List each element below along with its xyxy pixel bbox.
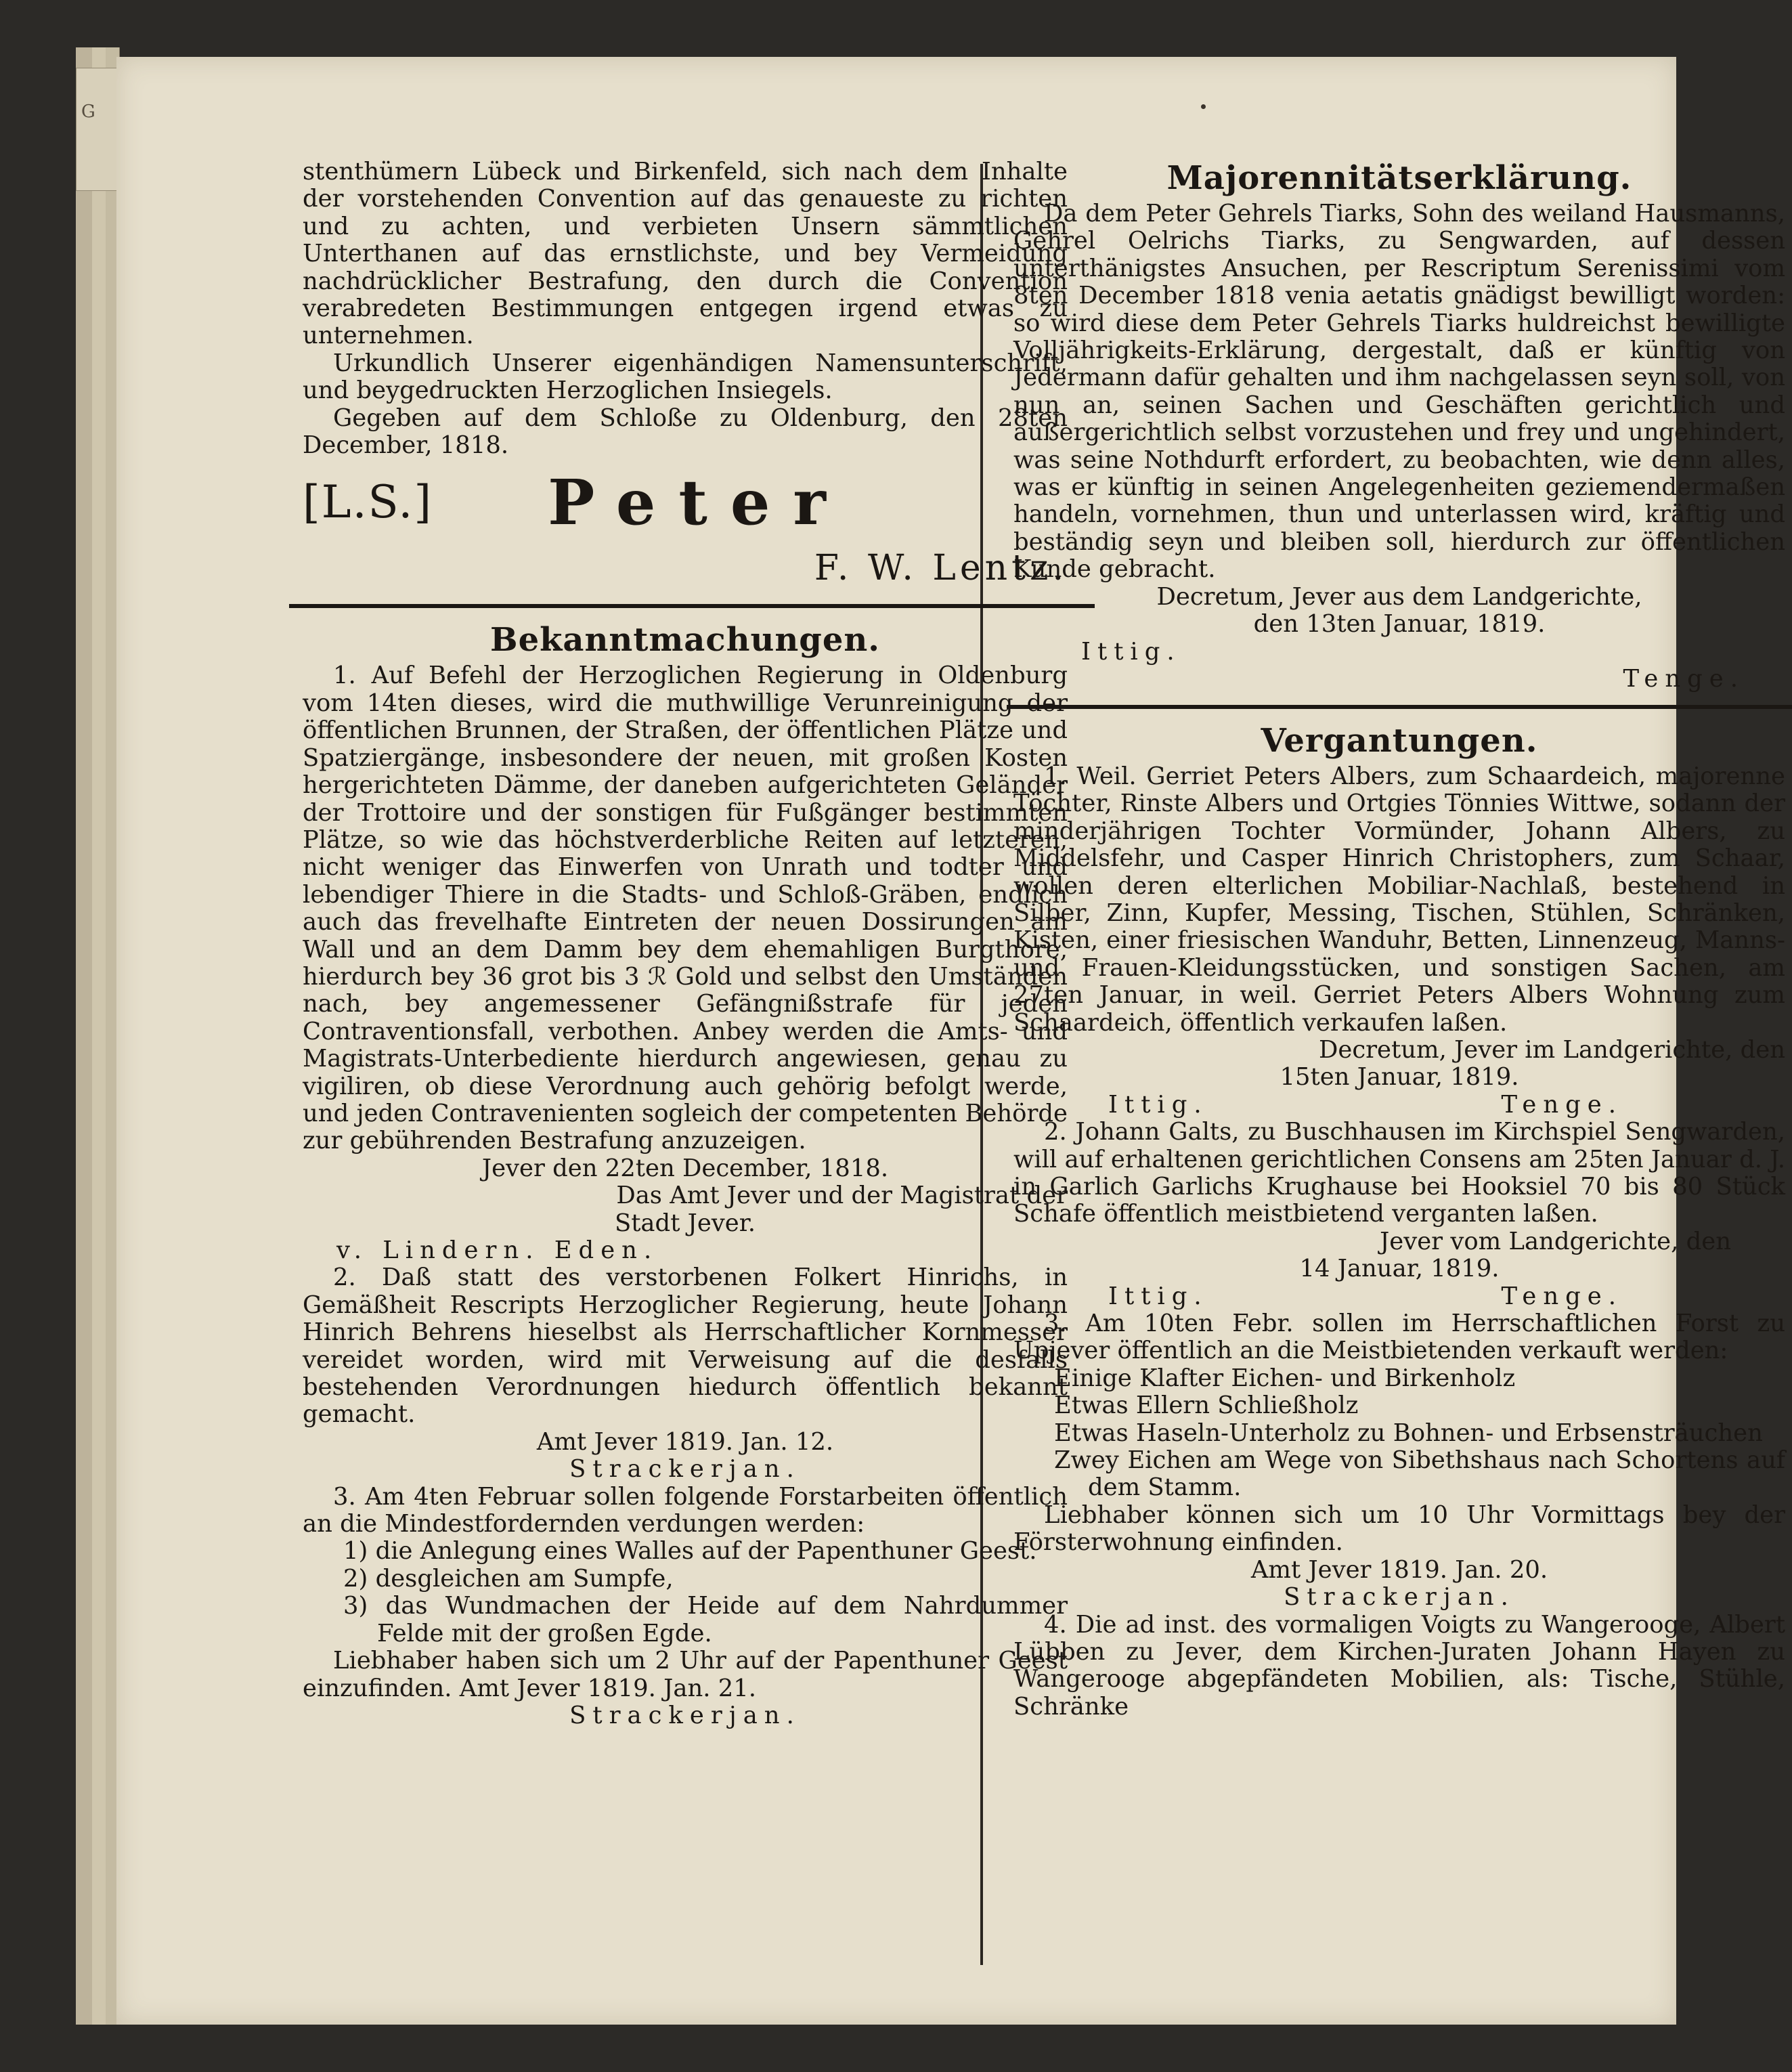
signature: Tenge. xyxy=(1501,1090,1623,1119)
section-heading: Bekanntmachungen. xyxy=(490,621,880,660)
list-item: Einige Klafter Eichen- und Birkenholz xyxy=(1054,1364,1516,1392)
signature-block xyxy=(303,466,1068,540)
signatures-row xyxy=(1013,639,1785,693)
ink-dot xyxy=(1201,104,1206,109)
decree-line: 14 Januar, 1819. xyxy=(1299,1255,1500,1283)
right-column xyxy=(1013,158,1785,1721)
notice-2: 2. Daß statt des verstorbenen Folkert Hinrichs, in Gemäßheit Rescripts Herzoglicher Regierung, heute Johann Hinrich Behrens hieselbst als Herrschaftlicher Kornmesser vereidet worden, wird mit Verweisung auf die desfalls bestehenden Verordnungen hiedurch öffentlich bekannt gemacht. xyxy=(303,1264,1068,1429)
decree-line: den 13ten Januar, 1819. xyxy=(1253,610,1546,639)
auction-1: 1. Weil. Gerriet Peters Albers, zum Schaardeich, majorenne Töchter, Rinste Albers und Ortgies Tönnies Wittwe, sodann der minderjährigen Tochter Vormünder, Johann Albers, zu Middelsfehr, und Casper Hinrich Christophers, zum Schaar, wollen deren elterlichen Mobiliar-Nachlaß, bestehend in Silber, Zinn, Kupfer, Messing, Tischen, Stühlen, Schränken, Kisten, einer friesischen Wanduhr, Betten, Linnenzeug, Manns- und Frauen-Kleidungsstücken, und sonstigen Sachen, am 27ten Januar, in weil. Gerriet Peters Albers Wohnung zum Schaardeich, öffentlich verkaufen laßen. xyxy=(1013,762,1785,1037)
decree-line: Decretum, Jever aus dem Landgerichte, xyxy=(1156,582,1642,611)
signatures-row xyxy=(1013,1092,1785,1119)
signature: Ittig. xyxy=(1108,1282,1208,1310)
signature-name: Peter xyxy=(548,466,849,540)
left-column xyxy=(303,158,1068,1729)
list-item: 1) die Anlegung eines Walles auf der Papenthuner Geest. xyxy=(343,1537,1037,1566)
auction-3: 3. Am 10ten Febr. sollen im Herrschaftlichen Forst zu Upjever öffentlich an die Meistbietenden verkauft werden: xyxy=(1013,1310,1785,1365)
section-rule xyxy=(289,604,1095,608)
auction-4: 4. Die ad inst. des vormaligen Voigts zu Wangerooge, Albert Lübben zu Jever, dem Kirchen-Juraten Johann Hayen zu Wangerooge abgepfändeten Mobilien, als: Tische, Stühle, Schränke xyxy=(1013,1610,1785,1721)
notice-authority: Das Amt Jever und der Magistrat der xyxy=(616,1182,1068,1210)
section-heading: Majorennitätserklärung. xyxy=(1166,159,1632,197)
notice-date: Amt Jever 1819. Jan. 20. xyxy=(1250,1555,1548,1584)
signature: Tenge. xyxy=(1501,1282,1623,1310)
notice-3: 3. Am 4ten Februar sollen folgende Forstarbeiten öffentlich an die Mindestfordernden verdungen werden: xyxy=(303,1482,1068,1538)
notice-date: Jever den 22ten December, 1818. xyxy=(481,1154,889,1182)
previous-sheet-letter: G xyxy=(81,102,95,122)
signature: Tenge. xyxy=(1623,664,1745,693)
paragraph: Liebhaber können sich um 10 Uhr Vormittags bey der Försterwohnung einfinden. xyxy=(1013,1501,1785,1557)
auction-2: 2. Johann Galts, zu Buschhausen im Kirchspiel Sengwarden, will auf erhaltenen gerichtlichen Consens am 25ten Januar d. J. in Garlich Garlichs Krughause bei Hooksiel 70 bis 80 Stück Schafe öffentlich meistbietend verganten laßen. xyxy=(1013,1118,1785,1228)
previous-sheet-fragment xyxy=(76,68,118,191)
signatures-row: v. Lindern. Eden. xyxy=(336,1236,659,1264)
signature: Strackerjan. xyxy=(569,1701,801,1729)
signature: Strackerjan. xyxy=(569,1455,801,1484)
paragraph: Gegeben auf dem Schloße zu Oldenburg, den 28ten December, 1818. xyxy=(303,404,1068,460)
signature: Strackerjan. xyxy=(1284,1583,1515,1612)
notice-date: Amt Jever 1819. Jan. 12. xyxy=(536,1427,834,1456)
decree-line: Decretum, Jever im Landgerichte, den xyxy=(1319,1035,1785,1064)
section-heading: Vergantungen. xyxy=(1261,721,1538,760)
newspaper-page xyxy=(116,57,1785,2025)
list-item: Etwas Haseln-Unterholz zu Bohnen- und Erbsensträuchen xyxy=(1054,1419,1763,1447)
notice-authority: Stadt Jever. xyxy=(614,1209,756,1237)
paragraph: Liebhaber haben sich um 2 Uhr auf der Papenthuner Geest einzufinden. Amt Jever 1819. Jan. 21. xyxy=(303,1647,1068,1702)
list-item: 3) das Wundmachen der Heide auf dem Nahrdummer Felde mit der großen Egde. xyxy=(343,1592,1068,1647)
list-item: 2) desgleichen am Sumpfe, xyxy=(343,1564,674,1593)
signatures-row xyxy=(1013,1283,1785,1310)
list-item: Etwas Ellern Schließholz xyxy=(1054,1391,1359,1420)
list-item: Zwey Eichen am Wege von Sibethshaus nach Schortens auf dem Stamm. xyxy=(1054,1446,1785,1502)
paragraph: Urkundlich Unserer eigenhändigen Namensunterschrift, und beygedruckten Herzoglichen Insiegels. xyxy=(303,349,1068,405)
signature: Ittig. xyxy=(1081,637,1181,666)
signature: Ittig. xyxy=(1108,1090,1208,1119)
decree-line: Jever vom Landgerichte, den xyxy=(1380,1227,1731,1255)
decree-line: 15ten Januar, 1819. xyxy=(1280,1063,1519,1092)
paragraph: stenthümern Lübeck und Birkenfeld, sich nach dem Inhalte der vorstehenden Convention auf das genaueste zu richten und zu achten, und verbieten Unsern sämmtlichen Unterthanen auf das ernstlichste, und bey Vermeidung nachdrücklicher Bestrafung, den durch die Convention verabredeten Bestimmungen entgegen irgend etwas zu unternehmen. xyxy=(303,158,1068,350)
countersignature: F. W. Lentz. xyxy=(814,548,1068,589)
seal-mark: [L.S.] xyxy=(303,476,433,529)
notice-1: 1. Auf Befehl der Herzoglichen Regierung in Oldenburg vom 14ten dieses, wird die muthwillige Verunreinigung der öffentlichen Brunnen, der Straßen, der öffentlichen Plätze und Spatziergänge, insbesondere der neuen, mit großen Kosten hergerichteten Dämme, der daneben aufgerichteten Geländer der Trottoire und der sonstigen für Fußgänger bestimmten Plätze, so wie das höchstverderbliche Reiten auf letzteren, nicht weniger das Einwerfen von Unrath und todter und lebendiger Thiere in die Stadts- und Schloß-Gräben, endlich auch das frevelhafte Eintreten der neuen Dossirungen am Wall und an dem Damm bey dem ehemahligen Burgthore, hierdurch bey 36 grot bis 3 ℛ Gold und selbst den Umständen nach, bey angemessener Gefängnißstrafe für jeden Contraventionsfall, verbothen. Anbey werden die Amts- und Magistrats-Unterbediente hierdurch angewiesen, genau zu vigiliren, ob diese Verordnung auch gehörig befolgt werde, und jeden Contravenienten sogleich der competenten Behörde zur gebührenden Bestrafung anzuzeigen. xyxy=(303,662,1068,1155)
majority-declaration: Da dem Peter Gehrels Tiarks, Sohn des weiland Hausmanns, Gehrel Oelrichs Tiarks, zu Sengwarden, auf dessen unterthänigstes Ansuchen, per Rescriptum Serenissimi vom 8ten December 1818 venia aetatis gnädigst bewilligt worden: so wird diese dem Peter Gehrels Tiarks huldreichst bewilligte Volljährigkeits-Erklärung, dergestalt, daß er künftig von Jedermann dafür gehalten und ihm nachgelassen seyn soll, von nun an, seinen Sachen und Geschäften gerichtlich und außergerichtlich selbst vorzustehen und frey und ungehindert, was seine Nothdurft erfordert, zu beobachten, wie denn alles, was er künftig in seinen Angelegenheiten geziemendermaßen handeln, vornehmen, thun und unterlassen wird, kräftig und beständig seyn und bleiben soll, hierdurch zur öffentlichen Kunde gebracht. xyxy=(1013,200,1785,584)
page-stack-edge xyxy=(76,47,94,2025)
section-rule xyxy=(1007,705,1792,709)
